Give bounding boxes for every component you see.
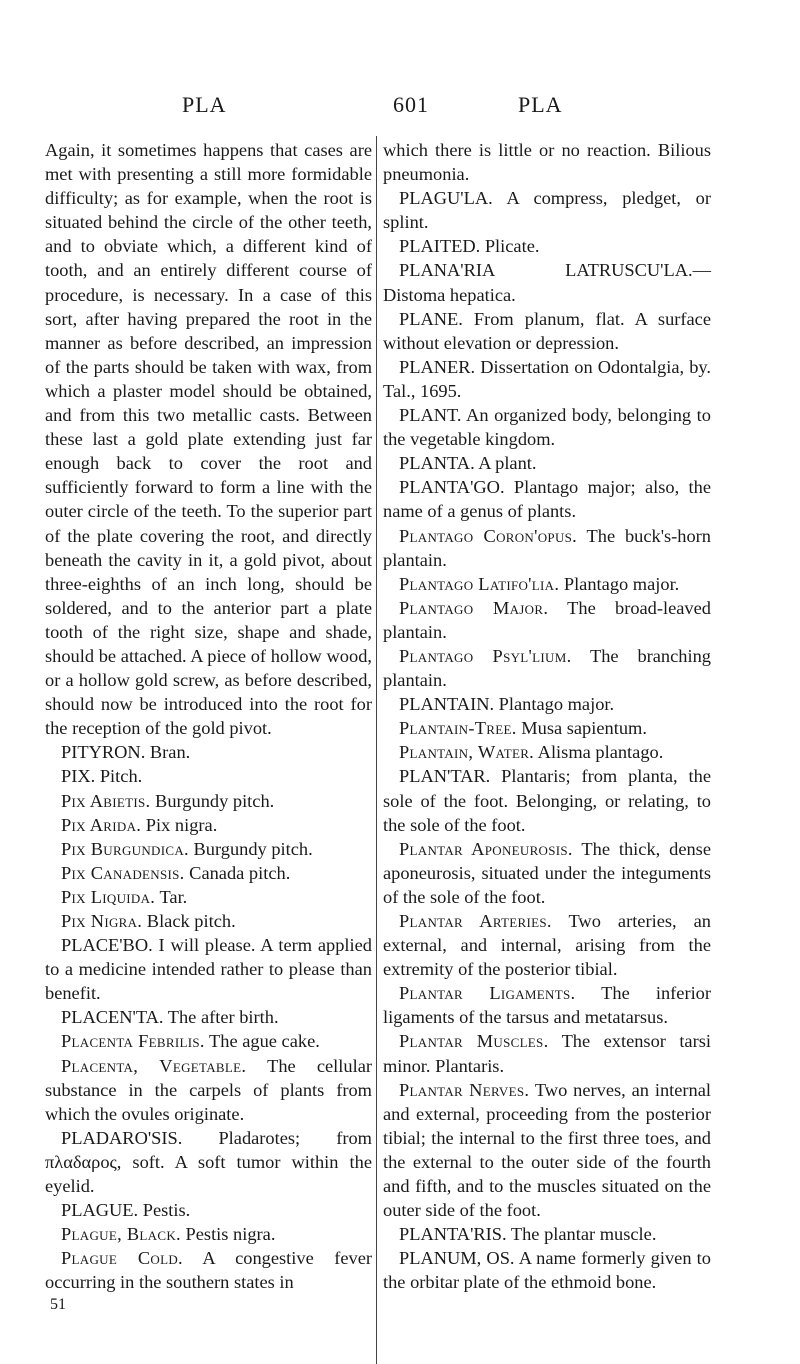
entry-headword: Pix Burgundica. <box>61 838 189 859</box>
dictionary-entry <box>45 1029 372 1053</box>
dictionary-entry <box>383 596 711 644</box>
entry-headword: PLANE. <box>399 308 463 329</box>
dictionary-entry <box>383 1246 711 1294</box>
header-right-word: PLA <box>518 92 563 117</box>
entry-headword: Pix Arida. <box>61 814 142 835</box>
entry-headword: Plantago Major. <box>399 597 549 618</box>
entry-headword: PLANTA'GO. <box>399 477 505 498</box>
signature-mark: 51 <box>50 1296 66 1313</box>
entry-definition: The ague cake. <box>204 1031 320 1052</box>
entry-definition: Plantago major. <box>494 694 615 715</box>
entry-headword: Plantar Ligaments. <box>399 983 576 1004</box>
entry-headword: PLAN'TAR. <box>399 766 491 787</box>
dictionary-entry <box>383 837 711 909</box>
entry-headword: Pix Nigra. <box>61 911 143 931</box>
entry-definition: I will please. A term applied to a medicine intended rather to please than benefit. <box>45 935 372 1004</box>
entry-definition: The after birth. <box>163 1007 279 1028</box>
dictionary-entry <box>45 1005 372 1029</box>
entry-headword: Plantar Arteries. <box>399 911 552 931</box>
entry-headword: Plantago Coron'opus. <box>399 525 578 546</box>
dictionary-entry <box>45 789 372 813</box>
header-left-word: PLA <box>182 92 227 117</box>
entry-definition: Plantago major. <box>559 573 680 594</box>
dictionary-entry <box>383 258 711 306</box>
entry-headword: PLADARO'SIS. <box>61 1127 183 1148</box>
entry-definition: A plant. <box>474 453 537 474</box>
entry-headword: PITYRON. <box>61 742 146 763</box>
running-header <box>0 92 800 122</box>
entry-headword: Plantar Muscles. <box>399 1031 549 1052</box>
entry-definition: The broad-leaved plantain. <box>383 597 711 642</box>
entry-definition: A name formerly given to the orbitar plate of the ethmoid bone. <box>383 1248 711 1293</box>
dictionary-entry <box>45 885 372 909</box>
entry-definition: Pladarotes; from πλαδαρος, soft. A soft tumor within the eyelid. <box>45 1127 372 1197</box>
entry-headword: Pix Liquida. <box>61 886 156 907</box>
entry-headword: Pix Canadensis. <box>61 862 185 883</box>
entry-headword: PLACEN'TA. <box>61 1007 164 1028</box>
dictionary-entry <box>383 692 711 716</box>
dictionary-entry <box>45 909 372 933</box>
entry-definition: Plantago major; also, the name of a genus of plants. <box>383 477 711 522</box>
entry-headword: PLANTA. <box>399 453 475 474</box>
left-column <box>45 138 372 1295</box>
entry-headword: Placenta, Vegetable. <box>61 1055 247 1076</box>
entry-definition: Two arteries, an external, and internal, arising from the extremity of the posterior tibial. <box>383 911 711 980</box>
entry-headword: PLACE'BO. <box>61 935 153 956</box>
entry-definition: The extensor tarsi minor. Plantaris. <box>383 1031 711 1076</box>
entry-headword: PLANTAIN. <box>399 694 495 715</box>
entry-definition: Pestis. <box>138 1200 191 1221</box>
entry-definition: Bran. <box>145 742 191 763</box>
entry-headword: PLANTA'RIS. <box>399 1224 507 1245</box>
entry-definition: A compress, pledget, or splint. <box>383 188 711 233</box>
entry-headword: PLAITED. <box>399 236 481 257</box>
dictionary-entry <box>45 1246 372 1294</box>
entry-headword: PLANER. <box>399 356 476 377</box>
dictionary-entry <box>383 307 711 355</box>
dictionary-entry <box>45 764 372 788</box>
entry-definition: Burgundy pitch. <box>150 790 275 811</box>
continued-text <box>383 138 711 186</box>
dictionary-entry <box>45 1222 372 1246</box>
dictionary-entry <box>383 572 711 596</box>
dictionary-entry <box>45 1054 372 1126</box>
dictionary-entry <box>383 981 711 1029</box>
dictionary-entry <box>383 764 711 836</box>
entry-definition: Pix nigra. <box>141 814 218 835</box>
dictionary-entry <box>383 186 711 234</box>
dictionary-entry <box>383 234 711 258</box>
entry-definition: Again, it sometimes happens that cases are met with presenting a still more formidable difficulty; as for example, when the root is situated behind the circle of the other teeth, and to obviate which, a different kind of tooth, and an entirely different course of procedure, is necessary. In a case of this sort, after having prepared the root in the manner as before described, an impression of the parts should be taken with wax, from which a plaster model should be obtained, and from this two metallic casts. Between these last a gold plate extending just far enough back to cover the root and sufficiently forward to form a line with the outer circle of the teeth. To the superior part of the plate covering the root, and directly beneath the cavity in it, a gold pivot, about three-eighths of an inch long, should be soldered, and to the anterior part a plate tooth of the right size, shape and shade, should be attached. A piece of hollow wood, or a hollow gold screw, as before described, should now be introduced into the root for the reception of the gold pivot. <box>45 140 372 739</box>
entry-headword: PLANUM, OS. <box>399 1248 515 1269</box>
entry-definition: Pestis nigra. <box>180 1224 276 1245</box>
dictionary-entry <box>45 740 372 764</box>
entry-headword: Plantago Psyl'lium. <box>399 645 572 666</box>
dictionary-entry <box>383 1029 711 1077</box>
dictionary-entry <box>383 740 711 764</box>
dictionary-entry <box>383 475 711 523</box>
entry-definition: The inferior ligaments of the tarsus and metatarsus. <box>383 983 711 1028</box>
dictionary-entry <box>383 451 711 475</box>
dictionary-entry <box>383 524 711 572</box>
entry-definition: A congestive fever occurring in the southern states in <box>45 1248 372 1293</box>
dictionary-entry <box>383 716 711 740</box>
entry-definition: Pitch. <box>95 766 143 787</box>
entry-definition: Plantaris; from planta, the sole of the foot. Belonging, or relating, to the sole of the foot. <box>383 766 711 835</box>
continued-text <box>45 138 372 740</box>
dictionary-entry <box>45 813 372 837</box>
entry-definition: The plantar muscle. <box>506 1224 657 1245</box>
entry-definition: which there is little or no reaction. Bilious pneumonia. <box>383 140 711 185</box>
dictionary-entry <box>383 355 711 403</box>
dictionary-entry <box>383 403 711 451</box>
entry-definition: Black pitch. <box>142 911 236 931</box>
dictionary-entry <box>45 837 372 861</box>
entry-definition: Canada pitch. <box>184 862 291 883</box>
entry-headword: Plantago Latifo'lia. <box>399 573 560 594</box>
dictionary-entry <box>45 1198 372 1222</box>
dictionary-entry <box>383 1078 711 1223</box>
entry-definition: The thick, dense aponeurosis, situated under the integuments of the sole of the foot. <box>383 838 711 907</box>
column-divider <box>376 136 377 1364</box>
dictionary-entry <box>383 1222 711 1246</box>
entry-headword: PLANT. <box>399 405 462 426</box>
entry-headword: PIX. <box>61 766 96 787</box>
right-column <box>383 138 711 1295</box>
entry-headword: Plantar Nerves. <box>399 1079 530 1100</box>
entry-definition: From planum, flat. A surface without elevation or depression. <box>383 308 711 353</box>
dictionary-entry <box>45 1126 372 1198</box>
entry-definition: An organized body, belonging to the vegetable kingdom. <box>383 405 711 450</box>
entry-definition: Plicate. <box>480 236 540 257</box>
entry-headword: Plantain-Tree. <box>399 718 517 739</box>
dictionary-entry <box>45 861 372 885</box>
entry-headword: PLANA'RIA LATRUSCU'LA. <box>399 260 693 281</box>
dictionary-entry <box>383 909 711 981</box>
entry-definition: The branching plantain. <box>383 645 711 691</box>
entry-definition: Burgundy pitch. <box>188 838 313 859</box>
entry-definition: The cellular substance in the carpels of plants from which the ovules originate. <box>45 1055 372 1124</box>
entry-definition: Musa sapientum. <box>516 718 647 739</box>
entry-definition: Two nerves, an internal and external, proceeding from the posterior tibial; the internal to the first three toes, and the external to the outer side of the fourth and fifth, and to the muscles situated on the outer side of the foot. <box>383 1079 712 1221</box>
entry-headword: Plantar Aponeurosis. <box>399 838 573 859</box>
entry-definition: Dissertation on Odontalgia, by. Tal., 1695. <box>383 356 711 401</box>
entry-headword: Placenta Febrilis. <box>61 1031 205 1052</box>
entry-headword: Plague, Black. <box>61 1224 181 1245</box>
entry-definition: — Distoma hepatica. <box>383 260 711 305</box>
entry-headword: Plantain, Water. <box>399 742 535 763</box>
entry-definition: Tar. <box>155 886 188 907</box>
entry-headword: Pix Abietis. <box>61 790 151 811</box>
entry-headword: Plague Cold. <box>61 1248 183 1269</box>
entry-definition: Alisma plantago. <box>534 742 664 763</box>
page-number: 601 <box>393 92 429 117</box>
dictionary-entry <box>45 933 372 1005</box>
dictionary-entry <box>383 644 711 692</box>
entry-headword: PLAGU'LA. <box>399 188 493 209</box>
entry-definition: The buck's-horn plantain. <box>383 525 712 570</box>
entry-headword: PLAGUE. <box>61 1200 139 1221</box>
